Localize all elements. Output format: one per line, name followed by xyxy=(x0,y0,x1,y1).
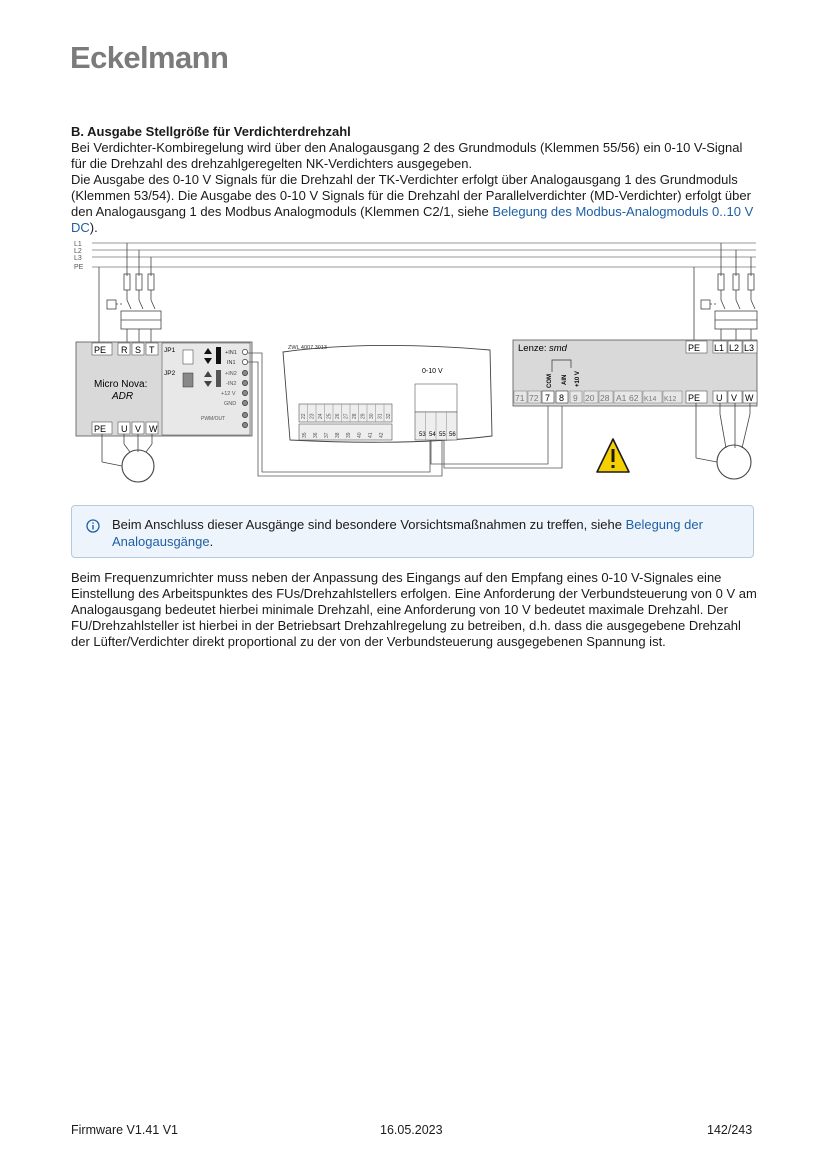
section-content xyxy=(71,124,757,236)
io-label-12v: +12 V xyxy=(221,391,236,397)
footer-date: 16.05.2023 xyxy=(380,1123,443,1137)
section-heading: B. Ausgabe Stellgröße für Verdichterdrehzahl xyxy=(71,124,351,139)
module-terminal-23: 23 xyxy=(309,413,316,419)
module-terminal-39: 39 xyxy=(346,432,352,438)
jp1-label: JP1 xyxy=(164,347,176,354)
module-terminal-30: 30 xyxy=(369,413,375,419)
lenze-term-20: 20 xyxy=(585,393,595,403)
lenze-in-l2: L2 xyxy=(729,343,740,353)
module-terminal-42: 42 xyxy=(379,432,385,438)
lenze-in-l3: L3 xyxy=(744,343,755,353)
lenze-out-pe: PE xyxy=(688,393,701,403)
module-terminal-32: 32 xyxy=(386,413,392,419)
right-motor xyxy=(696,403,751,479)
io-label-in1: IN1 xyxy=(227,360,236,366)
bus-label-pe: PE xyxy=(74,264,84,271)
lenze-sig-com: COM xyxy=(547,374,553,388)
module-terminal-38: 38 xyxy=(335,432,341,438)
right-fuse-group xyxy=(694,243,757,342)
module-terminal-37: 37 xyxy=(324,432,330,438)
module-signal-label: 0-10 V xyxy=(422,368,443,375)
lenze-term-k12: K12 xyxy=(664,396,677,403)
lenze-title: Lenze: xyxy=(518,343,547,354)
lenze-term-28: 28 xyxy=(600,393,610,403)
notice-text-end: . xyxy=(209,534,214,549)
micro-nova-terminal-t: T xyxy=(149,345,155,355)
bus-lines xyxy=(92,243,756,267)
lenze-smd-drive xyxy=(513,340,757,406)
micro-nova-subtitle: ADR xyxy=(112,391,134,402)
output-paragraph xyxy=(71,172,757,236)
module-terminal-26: 26 xyxy=(335,413,341,419)
lenze-term-72: 72 xyxy=(529,393,539,403)
lenze-term-7: 7 xyxy=(545,393,551,403)
micro-nova-drive xyxy=(76,342,252,436)
lenze-sig-ain: AIN xyxy=(562,374,568,385)
lenze-term-a1: A1 xyxy=(616,393,627,403)
bus-label-l1: L1 xyxy=(74,241,82,248)
lenze-control-terminals xyxy=(514,391,682,403)
module-terminal-36: 36 xyxy=(313,432,319,438)
micro-nova-title: Micro Nova: xyxy=(94,379,148,390)
lenze-term-8: 8 xyxy=(559,393,565,403)
micro-nova-out-v: V xyxy=(135,424,142,434)
io-label-in2-minus: -IN2 xyxy=(226,381,237,387)
footer-page-number: 142/243 xyxy=(707,1123,753,1137)
lenze-out-w: W xyxy=(745,393,754,403)
io-label-pwm: PWM/OUT xyxy=(201,416,226,422)
module-terminal-25: 25 xyxy=(326,413,333,419)
lenze-term-71: 71 xyxy=(515,393,525,403)
module-terminal-35: 35 xyxy=(302,432,308,438)
lenze-in-l1: L1 xyxy=(714,343,725,353)
jp2-label: JP2 xyxy=(164,370,176,377)
output-paragraph-end: ). xyxy=(89,220,98,235)
module-terminal-22: 22 xyxy=(301,413,307,419)
micro-nova-terminal-r: R xyxy=(121,345,128,355)
io-label-gnd: GND xyxy=(224,401,237,407)
notice-box xyxy=(71,505,754,558)
lenze-term-62: 62 xyxy=(629,393,639,403)
left-fuse-group xyxy=(99,243,161,342)
lenze-term-9: 9 xyxy=(573,393,578,403)
eckelmann-logo: Eckelmann xyxy=(70,40,229,75)
module-terminal-41: 41 xyxy=(368,432,374,438)
io-label-in1-plus: +IN1 xyxy=(225,350,237,356)
module-out-54: 54 xyxy=(429,432,436,438)
module-title: ZWL 4007 3013 xyxy=(288,345,327,351)
lenze-term-k14: K14 xyxy=(644,396,657,403)
io-label-in2-plus: +IN2 xyxy=(225,371,237,377)
footer-firmware: Firmware V1.41 V1 xyxy=(71,1123,178,1137)
lenze-model: smd xyxy=(549,343,567,354)
lenze-out-u: U xyxy=(716,393,723,403)
module-terminal-31: 31 xyxy=(377,413,384,419)
bus-label-l3: L3 xyxy=(74,255,82,262)
module-terminal-27: 27 xyxy=(343,413,350,419)
micro-nova-terminal-pe: PE xyxy=(94,345,107,355)
analog-outputs-link[interactable]: Belegung der Analogausgänge xyxy=(112,517,703,549)
bus-label-l2: L2 xyxy=(74,248,82,255)
micro-nova-out-u: U xyxy=(121,424,128,434)
micro-nova-out-pe: PE xyxy=(94,424,107,434)
wiring-diagram xyxy=(70,236,760,492)
control-module xyxy=(283,345,492,442)
micro-nova-terminal-s: S xyxy=(135,345,142,355)
intro-paragraph: Bei Verdichter-Kombiregelung wird über den Analogausgang 2 des Grundmoduls (Klemmen 55/56) ein 0-10 V-Signal für die Drehzahl des drehzahlgeregelten NK-Verdichters ausgegeben. xyxy=(71,140,743,171)
warning-icon xyxy=(597,439,629,472)
notice-text xyxy=(112,516,748,550)
body-paragraph: Beim Frequenzumrichter muss neben der Anpassung des Eingangs auf den Empfang eines 0-10 V-Signales eine Einstellung des Arbeitspunktes des FUs/Drehzahlstellers erfolgen. Eine Anforderung der Verbundsteuerung von 0 V am Analogausgang bedeutet hierbei minimale Drehzahl, eine Anforderung von 10 V bedeutet maximale Drehzahl. Der FU/Drehzahlsteller ist hierbei in der Betriebsart Drehzahlregelung zu betreiben, d.h. dass die ausgegebene Drehzahl der Lüfter/Verdichter direkt proportional zu der von der Verbundsteuerung ausgegebenen Spannung ist. xyxy=(71,570,757,650)
lenze-in-pe: PE xyxy=(688,343,701,353)
module-out-56: 56 xyxy=(449,432,456,438)
lenze-out-v: V xyxy=(731,393,738,403)
modbus-analog-module-link[interactable]: Belegung des Modbus-Analogmoduls 0..10 V DC xyxy=(71,204,754,235)
module-terminal-28: 28 xyxy=(352,413,358,419)
lenze-sig-10v: +10 V xyxy=(575,371,581,387)
module-terminal-24: 24 xyxy=(318,413,324,419)
micro-nova-out-w: W xyxy=(149,424,158,434)
module-terminal-40: 40 xyxy=(357,432,363,438)
module-terminal-29: 29 xyxy=(360,413,367,419)
info-icon xyxy=(86,519,100,533)
module-out-53: 53 xyxy=(419,432,426,438)
left-motor xyxy=(102,434,154,482)
module-out-55: 55 xyxy=(439,432,446,438)
notice-text-main: Beim Anschluss dieser Ausgänge sind besondere Vorsichtsmaßnahmen zu treffen, siehe xyxy=(112,517,626,532)
output-paragraph-text: Die Ausgabe des 0-10 V Signals für die Drehzahl der TK-Verdichter erfolgt über Analogausgang 1 des Grundmoduls (Klemmen 53/54). Die Ausgabe des 0-10 V Signals für die Drehzahl der Parallelverdichter (MD-Verdichter) erfolgt über den Analogausgang 1 des Modbus Analogmoduls (Klemmen C2/1, siehe xyxy=(71,172,751,219)
